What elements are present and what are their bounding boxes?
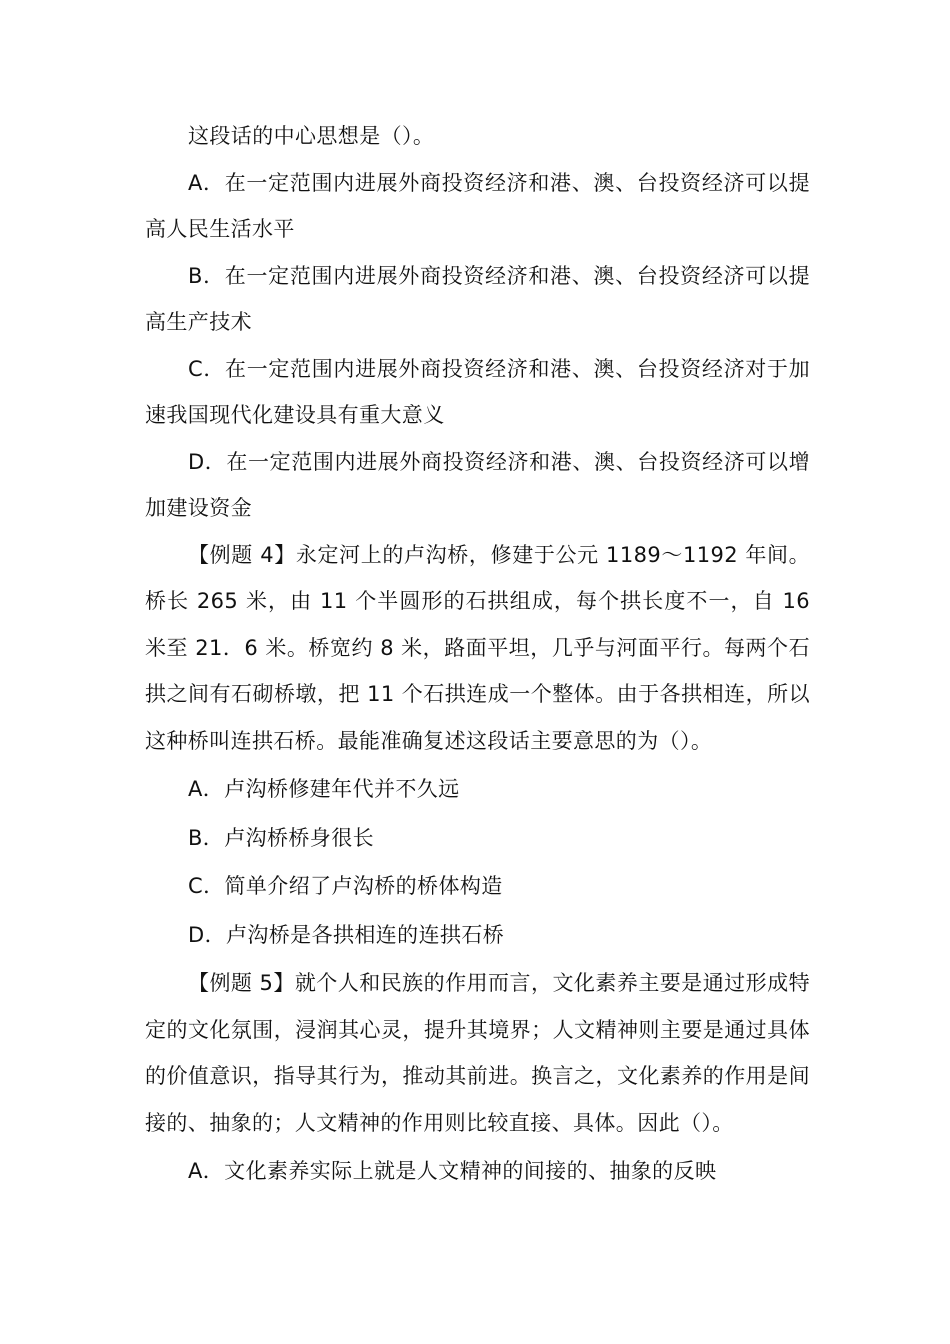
question-3-option-c: C．在一定范围内进展外商投资经济和港、澳、台投资经济对于加速我国现代化建设具有重大意义 xyxy=(145,356,810,427)
question-4-option-a: A．卢沟桥修建年代并不久远 xyxy=(188,777,460,801)
question-3-stem: 这段话的中心思想是（）。 xyxy=(188,124,435,148)
question-3-option-a: A．在一定范围内进展外商投资经济和港、澳、台投资经济可以提高人民生活水平 xyxy=(145,170,810,241)
question-3-option-d: D．在一定范围内进展外商投资经济和港、澳、台投资经济可以增加建设资金 xyxy=(145,449,810,520)
example-5-paragraph: 【例题 5】就个人和民族的作用而言，文化素养主要是通过形成特定的文化氛围，浸润其心灵，提升其境界；人文精神则主要是通过具体的价值意识，指导其行为，推动其前进。换言之，文化素养的作用是间接的、抽象的；人文精神的作用则比较直接、具体。因此（）。 xyxy=(145,971,810,1135)
question-4-option-b: B．卢沟桥桥身很长 xyxy=(188,825,375,850)
question-4-option-d: D．卢沟桥是各拱相连的连拱石桥 xyxy=(188,922,505,947)
document-page xyxy=(145,113,810,1195)
question-3-option-b: B．在一定范围内进展外商投资经济和港、澳、台投资经济可以提高生产技术 xyxy=(145,263,810,334)
question-4-option-c: C．简单介绍了卢沟桥的桥体构造 xyxy=(188,874,503,898)
example-4-paragraph: 【例题 4】永定河上的卢沟桥，修建于公元 1189～1192 年间。桥长 265 米，由 11 个半圆形的石拱组成，每个拱长度不一，自 16 米至 21．6 米。桥宽约 8 米，路面平坦，几乎与河面平行。每两个石拱之间有石砌桥墩，把 11 个石拱连成一个整体。由于各拱相连，所以这种桥叫连拱石桥。最能准确复述这段话主要意思的为（）。 xyxy=(145,542,810,753)
question-5-option-a: A．文化素养实际上就是人文精神的间接的、抽象的反映 xyxy=(188,1159,717,1183)
